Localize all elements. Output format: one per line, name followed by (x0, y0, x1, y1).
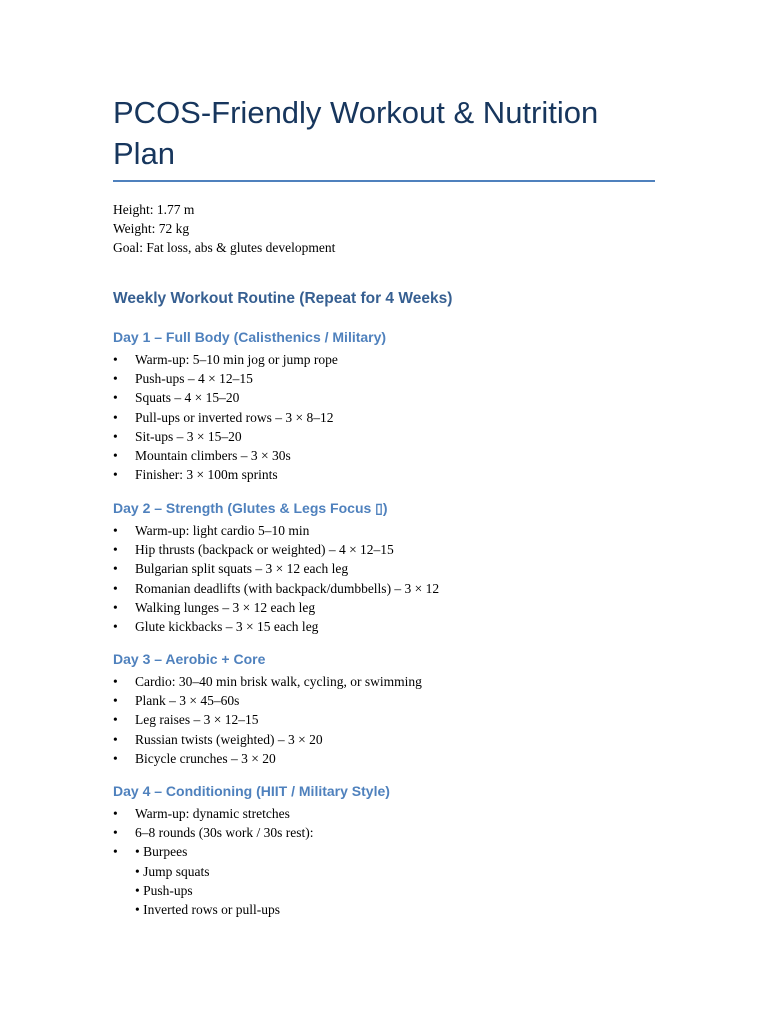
list-item: • Hip thrusts (backpack or weighted) – 4 × 12–15 (113, 540, 439, 559)
list-item: • Jump squats (135, 863, 210, 879)
bullet-icon: • (113, 674, 118, 689)
list-item: • Push-ups – 4 × 12–15 (113, 369, 338, 388)
list-item: • Russian twists (weighted) – 3 × 20 (113, 730, 422, 749)
section-heading-weekly-routine: Weekly Workout Routine (Repeat for 4 Weeks) (113, 290, 453, 307)
list-item: • Sit-ups – 3 × 15–20 (113, 427, 338, 446)
list-item: • Walking lunges – 3 × 12 each leg (113, 598, 439, 617)
list-item: • Romanian deadlifts (with backpack/dumbbells) – 3 × 12 (113, 579, 439, 598)
bullet-icon: • (113, 844, 118, 860)
weight-text: Weight: 72 kg (113, 221, 190, 236)
list-item: • Finisher: 3 × 100m sprints (113, 465, 338, 484)
list-item: • Cardio: 30–40 min brisk walk, cycling, or swimming (113, 672, 422, 691)
day-1-list (113, 350, 338, 484)
list-item: • Warm-up: dynamic stretches (113, 804, 314, 823)
day-4-heading: Day 4 – Conditioning (HIIT / Military Style) (113, 783, 390, 799)
height-text: Height: 1.77 m (113, 202, 195, 217)
bullet-icon: • (113, 428, 118, 444)
bullet-icon: • (113, 693, 118, 709)
list-item: • 6–8 rounds (30s work / 30s rest): (113, 823, 314, 842)
bullet-icon: • (113, 806, 118, 821)
list-item: • Squats – 4 × 15–20 (113, 388, 338, 407)
bullet-icon: • (113, 467, 118, 483)
list-item: • • Burpees (113, 842, 314, 861)
bullet-icon: • (113, 542, 118, 558)
bullet-icon: • (113, 599, 118, 615)
day-3-list (113, 672, 422, 768)
bullet-icon: • (113, 409, 118, 425)
list-item: • Plank – 3 × 45–60s (113, 691, 422, 710)
day-1-heading: Day 1 – Full Body (Calisthenics / Military) (113, 329, 387, 345)
bullet-icon: • (113, 523, 118, 538)
list-item: • Inverted rows or pull-ups (135, 902, 280, 918)
list-item: • Glute kickbacks – 3 × 15 each leg (113, 617, 439, 636)
day-3-heading: Day 3 – Aerobic + Core (113, 651, 266, 667)
goal-text: Goal: Fat loss, abs & glutes development (113, 240, 336, 255)
list-item: • Bicycle crunches – 3 × 20 (113, 749, 422, 768)
day-4-list (113, 804, 314, 919)
list-item: • Leg raises – 3 × 12–15 (113, 710, 422, 729)
page-title: PCOS-Friendly Workout & Nutrition Plan (113, 95, 599, 171)
bullet-icon: • (113, 448, 118, 464)
bullet-icon: • (113, 619, 118, 635)
list-item: • Mountain climbers – 3 × 30s (113, 446, 338, 465)
bullet-icon: • (113, 750, 118, 766)
list-item: • Pull-ups or inverted rows – 3 × 8–12 (113, 408, 338, 427)
bullet-icon: • (113, 580, 118, 596)
bullet-icon: • (113, 390, 118, 406)
list-item: • Bulgarian split squats – 3 × 12 each leg (113, 559, 439, 578)
list-item: • Warm-up: 5–10 min jog or jump rope (113, 350, 338, 369)
profile-info (113, 200, 335, 257)
bullet-icon: • (113, 825, 118, 841)
bullet-icon: • (113, 561, 118, 577)
day-2-list (113, 521, 439, 636)
bullet-icon: • (113, 371, 118, 387)
day-2-heading: Day 2 – Strength (Glutes & Legs Focus ▯) (113, 500, 388, 516)
title-underline (113, 180, 655, 182)
bullet-icon: • (113, 712, 118, 728)
bullet-icon: • (113, 352, 118, 367)
bullet-icon: • (113, 731, 118, 747)
list-item: • Push-ups (135, 882, 193, 898)
list-item: • Warm-up: light cardio 5–10 min (113, 521, 439, 540)
